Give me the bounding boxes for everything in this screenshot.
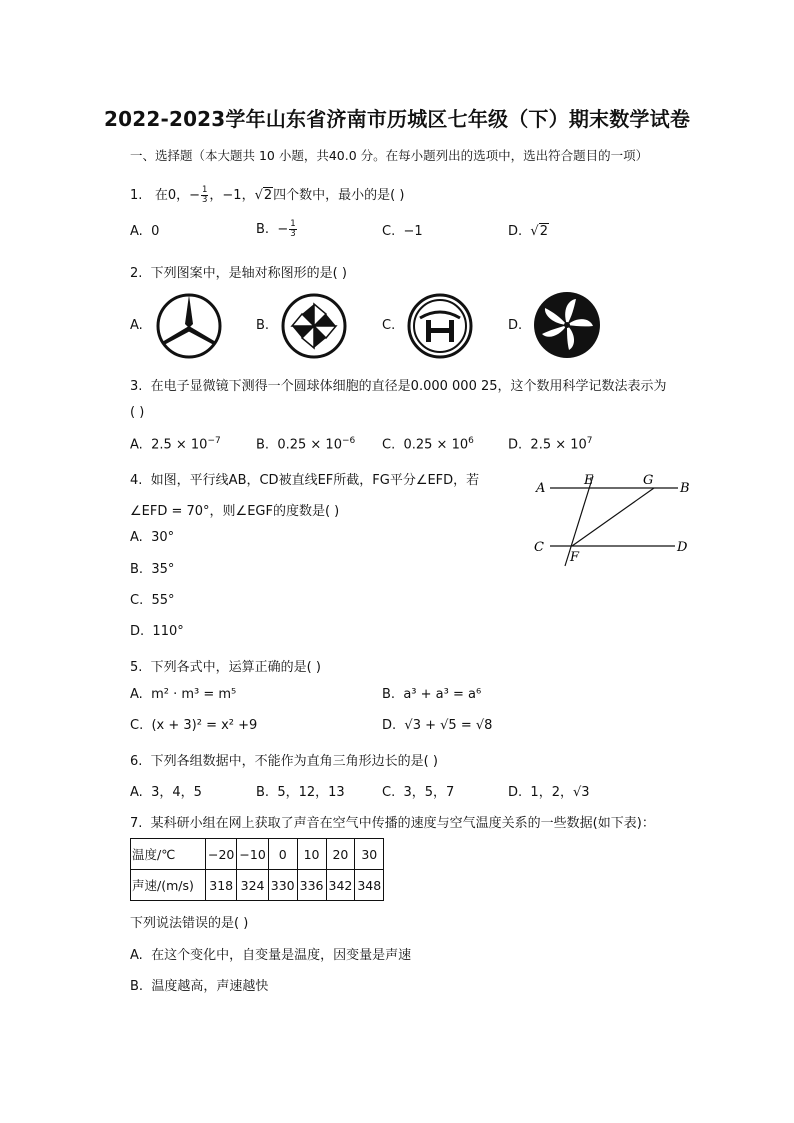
table-cell: 324 [237, 870, 268, 901]
q2-label-a[interactable]: A. [130, 318, 143, 333]
table-cell: 330 [268, 870, 297, 901]
q5-option-d[interactable]: D. √3 + √5 = √8 [382, 718, 493, 733]
table-row [131, 870, 384, 901]
q2-text: 下列图案中，是轴对称图形的是( ) [150, 266, 347, 281]
section-heading: 一、选择题（本大题共 10 小题，共40.0 分。在每小题列出的选项中，选出符合题目的一项） [130, 148, 649, 163]
q4-text-line1: 如图，平行线AB，CD被直线EF所截，FG平分∠EFD，若 [150, 473, 480, 488]
table-cell: −10 [237, 839, 268, 870]
q4-option-b[interactable]: B. 35° [130, 562, 175, 577]
question-5: 5. 下列各式中，运算正确的是( ) [130, 660, 321, 675]
q1-text-mid: ，−1， [209, 188, 255, 203]
q2-figure-c[interactable] [406, 292, 474, 360]
question-6: 6. 下列各组数据中，不能作为直角三角形边长的是( ) [130, 754, 438, 769]
q2-figure-b[interactable] [280, 292, 348, 360]
q1-sqrt: √2 [254, 188, 273, 203]
q7-text: 某科研小组在网上获取了声音在空气中传播的速度与空气温度关系的一些数据(如下表)： [150, 816, 655, 831]
q6-option-a[interactable]: A. 3，4，5 [130, 785, 202, 800]
page-title: 2022-2023学年山东省济南市历城区七年级（下）期末数学试卷 [103, 107, 691, 131]
question-3: 3. 在电子显微镜下测得一个圆球体细胞的直径是0.000 000 25，这个数用科学记数法表示为 [130, 379, 667, 394]
q4-geometry-figure [530, 470, 700, 570]
q1-option-d[interactable]: D. √2 [508, 224, 548, 239]
q2-figure-d[interactable] [532, 290, 602, 360]
question-4: 4. 如图，平行线AB，CD被直线EF所截，FG平分∠EFD，若 [130, 473, 480, 488]
q1-option-b[interactable]: B. − $\frac{1}{3}$ [256, 219, 296, 239]
q2-label-b[interactable]: B. [256, 318, 270, 333]
label-e: E [584, 473, 594, 488]
label-f: F [570, 550, 580, 565]
q6-option-d[interactable]: D. 1，2，√3 [508, 785, 590, 800]
q7-option-b[interactable]: B. 温度越高，声速越快 [130, 979, 269, 994]
question-1 [130, 184, 404, 205]
table-header-speed: 声速/(m/s) [131, 870, 206, 901]
table-cell: 348 [355, 870, 384, 901]
table-cell: −20 [206, 839, 237, 870]
q4-option-a[interactable]: A. 30° [130, 530, 175, 545]
q5-option-b[interactable]: B. a³ + a³ = a⁶ [382, 687, 482, 702]
q6-option-b[interactable]: B. 5，12，13 [256, 785, 345, 800]
table-cell: 336 [297, 870, 326, 901]
q5-text: 下列各式中，运算正确的是( ) [150, 660, 321, 675]
q2-label-c[interactable]: C. [382, 318, 396, 333]
label-g: G [643, 473, 654, 488]
q3-option-c[interactable]: C. $0.25 \times 10^6$ [382, 436, 474, 453]
q1-text-pre: 在0，− [154, 188, 200, 203]
table-cell: 0 [268, 839, 297, 870]
table-cell: 10 [297, 839, 326, 870]
question-2: 2. 下列图案中，是轴对称图形的是( ) [130, 266, 347, 281]
q4-option-c[interactable]: C. 55° [130, 593, 175, 608]
q3-text-line2: ( ) [130, 405, 145, 420]
q3-text-line1: 在电子显微镜下测得一个圆球体细胞的直径是0.000 000 25，这个数用科学记数法表示为 [150, 379, 667, 394]
label-d: D [677, 540, 688, 555]
label-a: A [536, 481, 546, 496]
q1-option-a[interactable]: A. 0 [130, 224, 160, 239]
q1-option-c[interactable]: C. −1 [382, 224, 423, 239]
q5-option-a[interactable]: A. m² · m³ = m⁵ [130, 687, 237, 702]
q4-text-line2: ∠EFD = 70°，则∠EGF的度数是( ) [130, 504, 340, 519]
q1-number: 1. [130, 188, 143, 203]
q7-option-a[interactable]: A. 在这个变化中，自变量是温度，因变量是声速 [130, 948, 412, 963]
line-fg [572, 488, 654, 546]
q6-text: 下列各组数据中，不能作为直角三角形边长的是( ) [150, 754, 438, 769]
q7-prompt: 下列说法错误的是( ) [130, 916, 249, 931]
q4-option-d[interactable]: D. 110° [130, 624, 184, 639]
q3-option-d[interactable]: D. $2.5 \times 10^7$ [508, 436, 593, 453]
q2-figure-a[interactable] [155, 292, 223, 360]
q7-data-table [130, 838, 384, 901]
q5-option-c[interactable]: C. (x + 3)² = x² +9 [130, 718, 258, 733]
table-cell: 318 [206, 870, 237, 901]
label-b: B [680, 481, 690, 496]
label-c: C [534, 540, 544, 555]
table-header-temperature: 温度/℃ [131, 839, 206, 870]
table-row [131, 839, 384, 870]
q3-option-b[interactable]: B. $0.25 \times 10^{-6}$ [256, 436, 356, 453]
table-cell: 30 [355, 839, 384, 870]
q1-text-post: 四个数中，最小的是( ) [273, 188, 405, 203]
table-cell: 20 [326, 839, 355, 870]
q1-fraction: $\frac{1}{3}$ [201, 185, 208, 205]
q3-option-a[interactable]: A. $2.5 \times 10^{-7}$ [130, 436, 221, 453]
question-7: 7. 某科研小组在网上获取了声音在空气中传播的速度与空气温度关系的一些数据(如下表)： [130, 816, 655, 831]
table-cell: 342 [326, 870, 355, 901]
q6-option-c[interactable]: C. 3，5，7 [382, 785, 455, 800]
q2-label-d[interactable]: D. [508, 318, 523, 333]
